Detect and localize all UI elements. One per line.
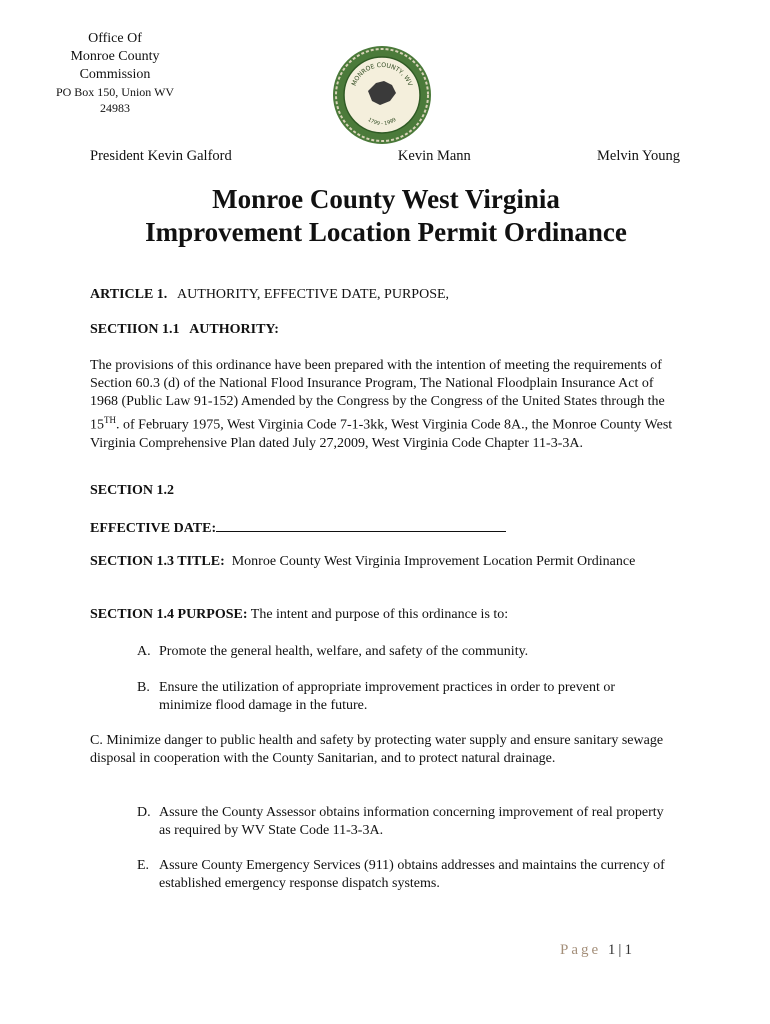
address-line: PO Box 150, Union WV [55,85,175,99]
article-label: ARTICLE 1. [90,287,168,302]
list-letter: E. [137,858,150,873]
purpose-list-item [137,857,667,893]
official-commissioner: Melvin Young [596,148,680,164]
superscript: TH [104,415,116,425]
paragraph-text: The provisions of this ordinance have been prepared with the intention of meeting the requirements of Section 60.3 (d) of the National Flood Insurance Program, The National Floodplain Insurance Act of 1968 (Public Law 91-152) Amended by the Congress by the Congress of the United States through the 15 [90,358,665,433]
effective-date-line [90,517,682,538]
zip-line: 24983 [100,101,130,115]
office-line: Office Of [88,31,142,46]
page-word: Page [560,942,602,958]
list-letter: A. [137,644,151,659]
county-seal [332,45,432,145]
paragraph-text: . of February 1975, West Virginia Code 7-1-3kk, West Virginia Code 8A., the Monroe County West Virginia Comprehensive Plan dated July 27,2009, West Virginia Code Chapter 11-3-3A. [90,417,673,451]
list-letter: B. [137,680,150,695]
office-line: Monroe County [70,49,160,64]
section-text: Monroe County West Virginia Improvement Location Permit Ordinance [231,554,636,569]
office-address-block [40,30,190,116]
purpose-list-item [137,679,667,715]
section-heading: SECTION 1.4 PURPOSE: [90,607,248,622]
officials-row [90,148,680,165]
office-line: Commission [79,67,151,82]
list-text: Ensure the utilization of appropriate improvement practices in order to prevent or minimize flood damage in the future. [159,680,616,713]
section-title-block [90,553,682,571]
blank-signature-line [216,517,506,532]
title-line: Improvement Location Permit Ordinance [145,217,627,247]
section-paragraph [90,357,682,453]
seal-bottom-text: 1799 - 1999 [366,116,398,128]
article-heading [90,286,682,304]
section-purpose [90,606,682,624]
purpose-list-item [90,732,682,768]
list-letter: D. [137,805,151,820]
seal-top-text: MONROE COUNTY, WV [350,61,414,88]
page-number [560,942,635,959]
section-heading: SECTION 1.3 TITLE: [90,554,225,569]
list-letter: C. [90,733,103,748]
document-title [90,183,682,249]
section-heading: SECTIION 1.1 AUTHORITY: [90,322,279,337]
section-text: The intent and purpose of this ordinance is to: [250,607,509,622]
section-heading: SECTION 1.2 [90,483,175,498]
article-title: AUTHORITY, EFFECTIVE DATE, PURPOSE, [177,287,450,302]
page-total: 1 [624,942,635,958]
official-president: President Kevin Galford [90,148,232,164]
title-line: Monroe County West Virginia [212,184,560,214]
list-text: Promote the general health, welfare, and safety of the community. [159,644,529,659]
purpose-list-item [137,804,667,840]
page-current: 1 [607,942,619,958]
official-commissioner: Kevin Mann [397,148,471,164]
list-text: Assure County Emergency Services (911) obtains addresses and maintains the currency of established emergency response dispatch systems. [159,858,665,891]
list-text: Assure the County Assessor obtains information concerning improvement of real property as required by WV State Code 11-3-3A. [159,805,664,838]
purpose-list-item [137,643,667,661]
list-text: Minimize danger to public health and safety by protecting water supply and ensure sanitary sewage disposal in cooperation with the County Sanitarian, and to protect natural drainage. [90,733,664,766]
effective-date-label: EFFECTIVE DATE: [90,521,217,536]
page-separator: | [618,942,625,958]
